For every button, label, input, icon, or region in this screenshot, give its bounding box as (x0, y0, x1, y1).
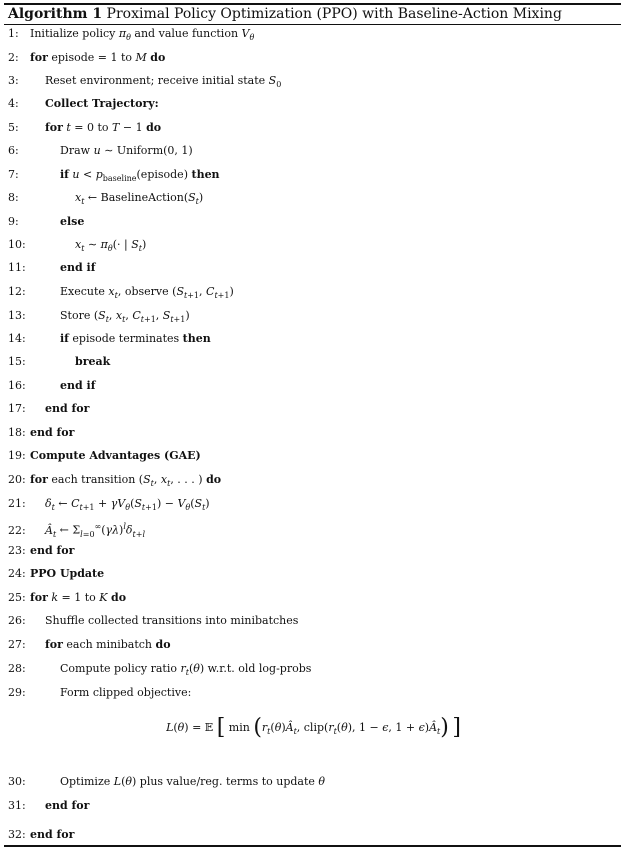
line-number: 12: (8, 285, 26, 298)
algorithm-line (8, 772, 325, 792)
line-content: Form clipped objective: (60, 686, 192, 699)
line-number: 26: (8, 614, 26, 627)
algorithm-line (8, 446, 201, 466)
algorithm-line (8, 564, 104, 584)
line-number: 28: (8, 662, 26, 675)
line-content: end for (30, 426, 75, 439)
bottom-rule (4, 845, 621, 847)
line-number: 5: (8, 121, 19, 134)
line-content: for each transition ($S_t$, $x_t$, . . . ) do (30, 473, 222, 489)
algorithm-line (8, 588, 126, 608)
line-content: Store ($S_t$, $x_t$, $C_{t+1}$, $S_{t+1}$) (60, 309, 190, 325)
line-number: 19: (8, 449, 26, 462)
algorithm-name: Proximal Policy Optimization (PPO) with Baseline-Action Mixing (106, 6, 562, 22)
line-content: $\delta_t$ ← $C_{t+1} + \gamma V_\theta(S_{t+1}) - V_\theta(S_t)$ (45, 497, 210, 513)
algorithm-line (8, 423, 74, 443)
line-number: 10: (8, 238, 26, 251)
line-number: 23: (8, 544, 26, 557)
line-number: 7: (8, 168, 19, 181)
algorithm-line (8, 282, 234, 302)
algorithm-line (8, 635, 171, 655)
line-number: 16: (8, 379, 26, 392)
clipped-objective-formula: L(θ) = 𝔼 [ $\min (r_t(\theta)Â_t$, $clip(r_t(\theta)$, 1 − ϵ, $1 + \epsilon)Â_t$) ] (166, 715, 461, 740)
line-content: end for (45, 402, 90, 415)
line-content: for episode = 1 to M do (30, 51, 166, 64)
algorithm-line (8, 329, 211, 349)
line-content: for k = 1 to K do (30, 591, 127, 604)
line-number: 15: (8, 355, 26, 368)
algorithm-line (8, 235, 146, 255)
algorithm-line (8, 659, 311, 679)
line-content: for each minibatch do (45, 638, 171, 651)
line-number: 27: (8, 638, 26, 651)
line-number: 4: (8, 97, 19, 110)
line-number: 17: (8, 402, 26, 415)
algorithm-line (8, 517, 145, 537)
algorithm-line (8, 796, 89, 816)
algorithm-title (8, 5, 562, 23)
line-number: 20: (8, 473, 26, 486)
line-content: PPO Update (30, 567, 105, 580)
line-content: end for (45, 799, 90, 812)
line-content: Execute $x_t$, observe ($S_{t+1}$, $C_{t+1}$) (60, 285, 234, 301)
line-content: end if (60, 379, 96, 392)
line-content: $x_t$ ← $BaselineAction(S_t)$ (75, 191, 204, 207)
line-content: if $u < p_{baseline}(episode)$ then (60, 168, 220, 184)
line-number: 14: (8, 332, 26, 345)
line-content: break (75, 355, 111, 368)
algorithm-line (8, 24, 254, 44)
algorithm-line (8, 611, 298, 631)
algorithm-line (8, 71, 281, 91)
line-number: 18: (8, 426, 26, 439)
line-number: 24: (8, 567, 26, 580)
algorithm-line (8, 494, 210, 514)
algorithm-line (8, 399, 89, 419)
line-number: 29: (8, 686, 26, 699)
line-content: $x_t$ ∼ $\pi_\theta(\cdot$ | $S_t$) (75, 238, 147, 254)
algorithm-line (8, 212, 84, 232)
algorithm-line (8, 141, 193, 161)
line-content: else (60, 215, 85, 228)
line-number: 9: (8, 215, 19, 228)
line-number: 3: (8, 74, 19, 87)
algorithm-label: Algorithm 1 (8, 6, 103, 22)
line-content: Compute Advantages (GAE) (30, 449, 201, 462)
line-content: Draw u ∼ Uniform(0, 1) (60, 144, 193, 157)
line-number: 25: (8, 591, 26, 604)
line-number: 32: (8, 828, 26, 841)
line-content: for t = 0 to T − 1 do (45, 121, 162, 134)
algorithm-line (8, 352, 110, 372)
algorithm-line (8, 118, 161, 138)
line-number: 31: (8, 799, 26, 812)
algorithm-line (8, 825, 74, 845)
line-number: 8: (8, 191, 19, 204)
algorithm-line (8, 188, 203, 208)
algorithm-line (8, 306, 190, 326)
algorithm-line (8, 48, 165, 68)
line-content: end for (30, 828, 75, 841)
line-number: 21: (8, 497, 26, 510)
line-content: if episode terminates then (60, 332, 211, 345)
line-content: Shuffle collected transitions into minibatches (45, 614, 299, 627)
algorithm-line (8, 165, 220, 185)
line-content: end if (60, 261, 96, 274)
algorithm-line (8, 683, 191, 703)
line-number: 1: (8, 27, 19, 40)
line-content: Reset environment; receive initial state $S_0$ (45, 74, 282, 90)
line-number: 30: (8, 775, 26, 788)
algorithm-line (8, 470, 221, 490)
line-content: Optimize L(θ) plus value/reg. terms to update θ (60, 775, 326, 788)
algorithm-line (8, 258, 95, 278)
line-content: end for (30, 544, 75, 557)
line-number: 13: (8, 309, 26, 322)
line-number: 11: (8, 261, 26, 274)
algorithm-line (8, 541, 74, 561)
line-number: 22: (8, 523, 26, 537)
line-number: 6: (8, 144, 19, 157)
algorithm-line (8, 94, 159, 114)
line-content: Initialize policy $\pi_\theta$ and value function $V_\theta$ (30, 27, 255, 43)
line-content: Compute policy ratio $r_t(\theta)$ w.r.t. old log-probs (60, 662, 312, 678)
line-content: Collect Trajectory: (45, 97, 159, 110)
line-content: $Â_t$ ← $\Sigma_{l=0}^\infty(\gamma\lambda)^l\delta_{t+l}$ (45, 522, 146, 539)
algorithm-line (8, 376, 95, 396)
line-number: 2: (8, 51, 19, 64)
